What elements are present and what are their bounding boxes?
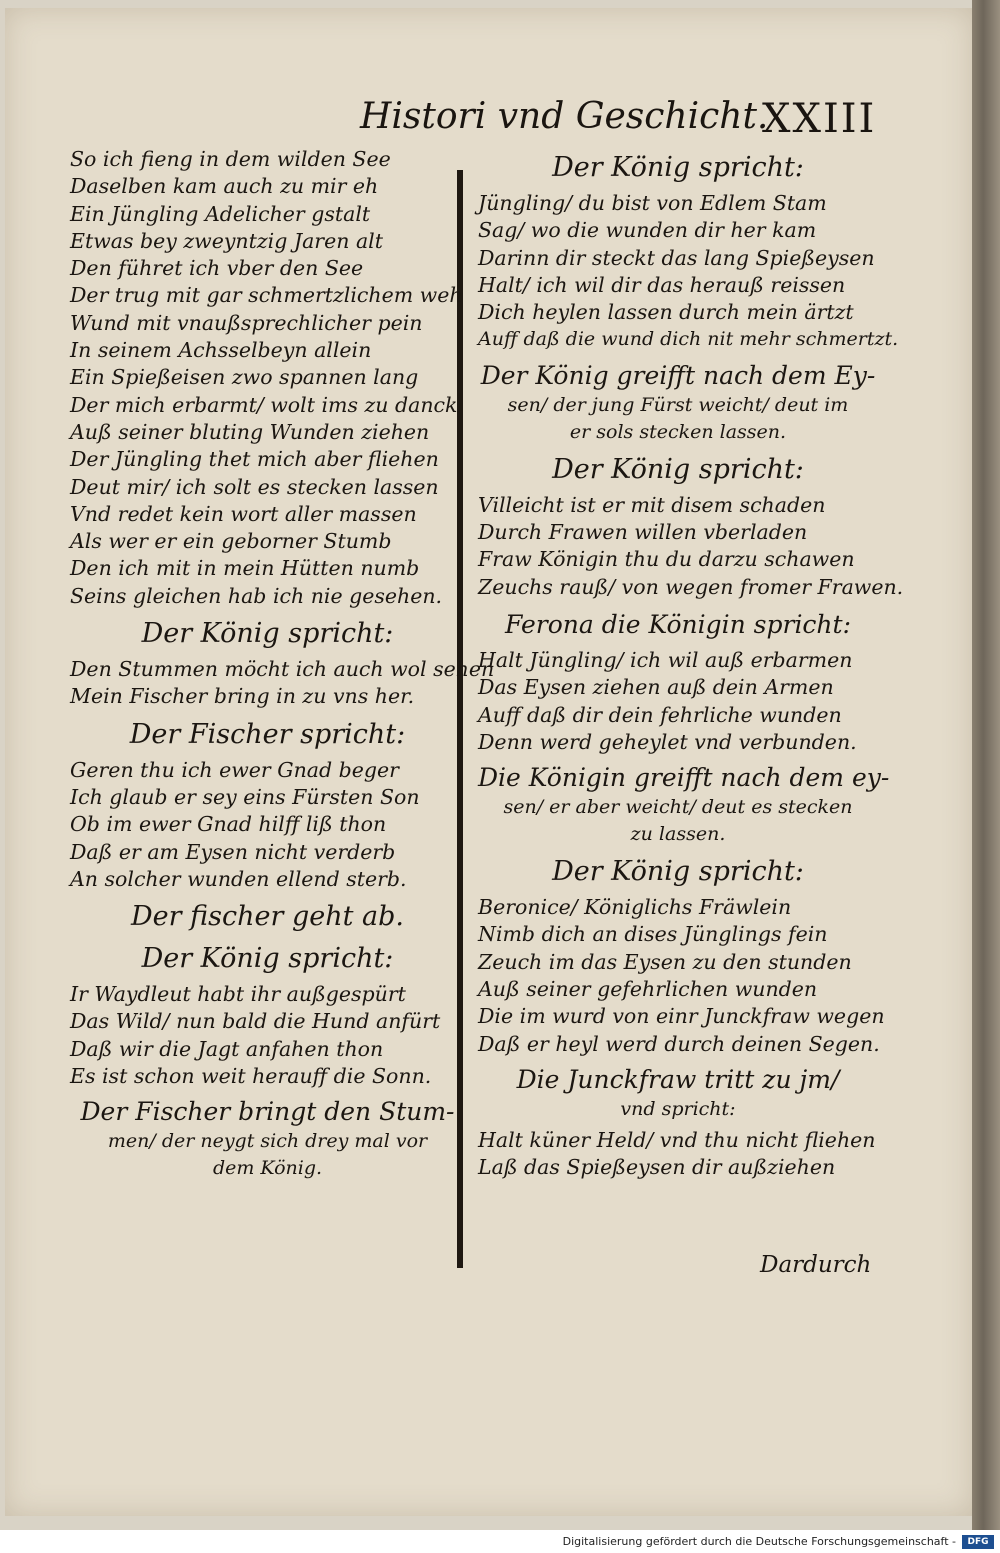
speaker-heading: Der König spricht: — [552, 453, 804, 485]
verse-line: Daß er am Eysen nicht verderb — [70, 839, 396, 864]
footer-bar — [0, 1532, 1000, 1553]
stage-line: Der Fischer bringt den Stum- — [80, 1097, 455, 1127]
verse-line: Die im wurd von einr Junckfraw wegen — [478, 1004, 885, 1029]
verse-line: Es ist schon weit herauff die Sonn. — [70, 1064, 432, 1089]
stage-line: er sols stecken lassen. — [569, 420, 787, 443]
verse-line: Geren thu ich ewer Gnad beger — [70, 757, 399, 782]
folio-number: XXIII — [762, 96, 877, 142]
verse-line: Villeicht ist er mit disem schaden — [478, 492, 826, 517]
verse-line: Der Jüngling thet mich aber fliehen — [70, 447, 439, 472]
verse-line: Denn werd geheylet vnd verbunden. — [478, 729, 857, 754]
stage-line: Die Königin greifft nach dem ey- — [478, 763, 890, 793]
verse-line: Mein Fischer bring in zu vns her. — [70, 684, 415, 709]
verse-line: Ein Jüngling Adelicher gstalt — [70, 201, 371, 226]
verse-block — [478, 894, 885, 1058]
verse-line: Daß er heyl werd durch deinen Segen. — [478, 1031, 880, 1056]
speaker-heading: Der Fischer spricht: — [129, 718, 406, 750]
stage-direction: Der fischer geht ab. — [130, 901, 404, 933]
running-head: Histori vnd Geschicht. — [360, 96, 769, 137]
verse-line: Deut mir/ ich solt es stecken lassen — [70, 474, 439, 499]
verse-line: Den Stummen möcht ich auch wol sehen — [70, 657, 495, 682]
verse-block — [70, 981, 465, 1090]
stage-line: men/ der neygt sich drey mal vor — [107, 1130, 428, 1153]
verse-line: In seinem Achsselbeyn allein — [70, 338, 372, 363]
speaker-heading: Der König spricht: — [141, 943, 394, 975]
verse-line: Seins gleichen hab ich nie gesehen. — [70, 583, 443, 608]
right-column — [478, 150, 904, 1182]
verse-line: Durch Frawen willen vberladen — [478, 520, 808, 545]
verse-line: Ir Waydleut habt ihr außgespürt — [70, 982, 406, 1007]
speaker-heading: Ferona die Königin spricht: — [504, 609, 852, 639]
stage-direction — [478, 360, 878, 446]
speaker-heading: Der König spricht: — [552, 152, 804, 183]
verse-block — [70, 146, 465, 610]
verse-line: So ich fieng in dem wilden See — [70, 147, 391, 171]
verse-line: Daselben kam auch zu mir eh — [70, 174, 379, 199]
stage-direction — [478, 762, 890, 848]
verse-line: Beronice/ Königlichs Fräwlein — [478, 895, 792, 920]
verse-line: Zeuch im das Eysen zu den stunden — [478, 949, 852, 974]
speaker-heading: Der König spricht: — [141, 618, 394, 650]
verse-line: Das Eysen ziehen auß dein Armen — [478, 675, 834, 700]
verse-block — [478, 1127, 878, 1182]
catchword: Dardurch — [760, 1252, 872, 1278]
stage-line: sen/ er aber weicht/ deut es stecken — [503, 796, 853, 819]
stage-line: Die Junckfraw tritt zu jm/ — [516, 1064, 840, 1094]
verse-line: Wund mit vnaußsprechlicher pein — [70, 310, 423, 335]
verse-line: Darinn dir steckt das lang Spießeysen — [478, 245, 875, 270]
verse-block — [70, 757, 465, 893]
verse-line: Etwas bey zweyntzig Jaren alt — [70, 228, 383, 253]
verse-line: Das Wild/ nun bald die Hund anfürt — [70, 1009, 441, 1034]
stage-line: vnd spricht: — [620, 1097, 736, 1120]
verse-line: Der mich erbarmt/ wolt ims zu danck — [70, 392, 458, 417]
stage-line: zu lassen. — [630, 823, 726, 846]
stage-line: Der König greifft nach dem Ey- — [480, 360, 876, 390]
left-column — [70, 146, 495, 1186]
footer-credit: Digitalisierung gefördert durch die Deutsche Forschungsgemeinschaft - — [562, 1535, 956, 1548]
verse-block — [70, 656, 495, 711]
stage-line: sen/ der jung Fürst weicht/ deut im — [507, 393, 849, 416]
verse-line: Auß seiner gefehrlichen wunden — [478, 977, 818, 1002]
verse-line: Jüngling/ du bist von Edlem Stam — [478, 191, 827, 215]
verse-line: Als wer er ein geborner Stumb — [70, 529, 392, 554]
verse-line: Laß das Spießeysen dir außziehen — [478, 1155, 836, 1180]
page-edge — [972, 0, 1000, 1530]
speaker-heading: Der König spricht: — [552, 856, 804, 888]
verse-line: Nimb dich an dises Jünglings fein — [478, 922, 828, 947]
verse-line: Ich glaub er sey eins Fürsten Son — [70, 784, 420, 809]
verse-line: Dich heylen lassen durch mein ärtzt — [478, 300, 854, 325]
verse-line: Daß wir die Jagt anfahen thon — [70, 1036, 384, 1061]
verse-line: Sag/ wo die wunden dir her kam — [478, 218, 817, 243]
verse-block — [478, 647, 878, 756]
verse-block — [478, 190, 899, 354]
verse-line: Auß seiner bluting Wunden ziehen — [70, 419, 430, 444]
verse-line: Halt küner Held/ vnd thu nicht fliehen — [478, 1127, 876, 1152]
verse-line: Fraw Königin thu du darzu schawen — [478, 547, 855, 572]
verse-line: Vnd redet kein wort aller massen — [70, 501, 417, 526]
stage-line: dem König. — [212, 1157, 323, 1180]
verse-line: Ob im ewer Gnad hilff liß thon — [70, 812, 387, 837]
verse-block — [478, 492, 904, 601]
stage-direction — [478, 1064, 878, 1123]
dfg-logo: DFG — [962, 1535, 994, 1549]
verse-line: Der trug mit gar schmertzlichem weh — [70, 283, 463, 308]
verse-line: Den ich mit in mein Hütten numb — [70, 556, 420, 581]
verse-line: Auff daß dir dein fehrliche wunden — [478, 702, 842, 727]
verse-line: Auff daß die wund dich nit mehr schmertzt. — [478, 328, 899, 351]
verse-line: Halt/ ich wil dir das herauß reissen — [478, 272, 846, 297]
verse-line: An solcher wunden ellend sterb. — [70, 866, 407, 891]
stage-direction — [70, 1096, 465, 1182]
verse-line: Ein Spießeisen zwo spannen lang — [70, 365, 419, 390]
verse-line: Zeuchs rauß/ von wegen fromer Frawen. — [478, 574, 904, 599]
verse-line: Den führet ich vber den See — [70, 256, 364, 281]
verse-line: Halt Jüngling/ ich wil auß erbarmen — [478, 647, 853, 672]
